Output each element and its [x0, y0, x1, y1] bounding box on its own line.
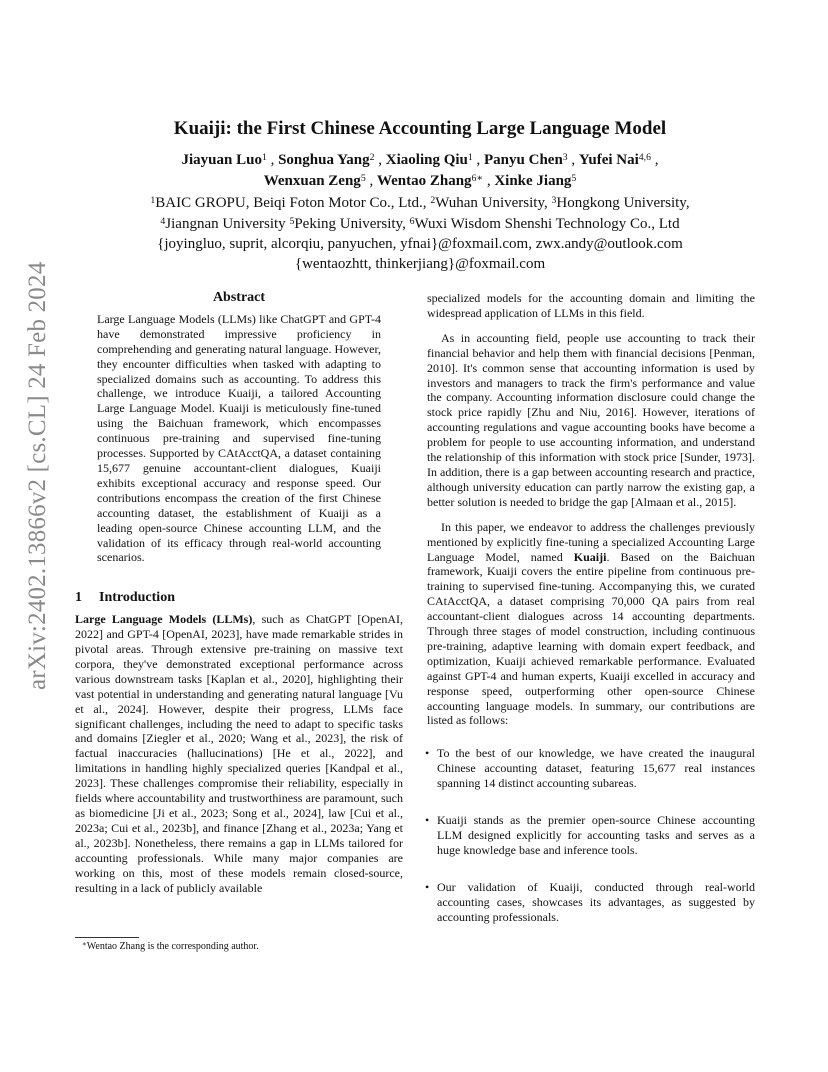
author-affil-mark: 1	[467, 151, 473, 163]
intro-paragraph: As in accounting field, people use accounting to track their financial behavior and help them with financial decisions [Penman, 2010]. It's common sense that accounting information is used by investors and managers to track the firm's performance and value the company. Accounting information disclosure could change the stock price rapidly [Zhu and Niu, 2016]. However, iterations of accounting regulations and vague accounting books have become a problem for people to use accounting information, and understand the relationship of this information with stock price [Sunder, 1973]. In addition, there is a gap between accounting research and practice, although university education can partly narrow the existing gap, a better solution is needed to bridge the gap [Almaan et al., 2015].	[427, 330, 755, 509]
author-name: Songhua Yang	[278, 152, 370, 168]
intro-paragraph	[75, 612, 403, 895]
author-affil-mark: 5	[360, 172, 366, 184]
footnote-divider	[75, 937, 139, 938]
footnote-mark: ∗	[82, 939, 87, 948]
affil-mark: 4	[160, 215, 166, 227]
affil-mark: 5	[289, 215, 295, 227]
email-list	[90, 234, 750, 274]
author-list: Jiayuan Luo$^1$ , Songhua Yang$^2$ , Xiaoling Qiu$^1$ , Panyu Chen$^3$ , Yufei Nai$^{4,6}$ , Wenxuan Zeng$^5$ , Wentao Zhang$^{6∗}$ , Xinke Jiang$^5$	[181, 151, 659, 189]
affiliation: Peking University,	[294, 216, 410, 232]
email-line: {joyingluo, suprit, alcorqiu, panyuchen, yfnai}@foxmail.com, zwx.andy@outlook.com	[157, 236, 683, 252]
left-column	[75, 291, 403, 905]
section-number: 1	[75, 590, 82, 606]
author-affil-mark: 6∗	[471, 172, 484, 184]
right-column	[427, 291, 755, 947]
affiliation: Wuxi Wisdom Shenshi Technology Co., Ltd	[414, 216, 680, 232]
affiliation: Wuhan University,	[435, 195, 552, 211]
arxiv-identifier: arXiv:2402.13866v2 [cs.CL] 24 Feb 2024	[24, 261, 51, 690]
section-heading	[75, 591, 403, 606]
intro-paragraph	[427, 520, 755, 729]
author-affil-mark: 1	[261, 151, 267, 163]
paragraph-text: In this paper, we endeavor to address the challenges previously mentioned by explicitly fine-tuning a specialized Accounting Large Language Model, named	[427, 519, 755, 564]
paragraph-text: , such as ChatGPT [OpenAI, 2022] and GPT-4 [OpenAI, 2023], have made remarkable strides in pivotal areas. Through extensive pre-training on massive text corpora, they've demonstrated exceptional performance across various downstream tasks [Kaplan et al., 2020], highlighting their vast potential in understanding and generating natural language [Vu et al., 2024]. However, despite their progress, LLMs face significant challenges, including the need to adapt to specific tasks and domains [Ziegler et al., 2020; Wang et al., 2023], the risk of factual inaccuracies (hallucinations) [He et al., 2022], and limitations in handling highly specialized queries [Kandpal et al., 2023]. These challenges compromise their reliability, especially in fields where accountability and trustworthiness are paramount, such as biomedicine [Ji et al., 2023; Song et al., 2024], law [Cui et al., 2023a; Cui et al., 2023b], and finance [Zhang et al., 2023a; Yang et al., 2023b]. Nonetheless, there remains a gap in LLMs tailored for accounting professionals. While many major companies are working on this, most of these models remain closed-source, resulting in a lack of publicly available	[75, 612, 403, 895]
list-item	[427, 746, 755, 791]
abstract-heading: Abstract	[212, 290, 266, 305]
author-name: Wentao Zhang	[376, 173, 472, 189]
list-item-text: Our validation of Kuaiji, conducted through real-world accounting cases, showcases its advantages, as suggested by accounting professionals.	[437, 879, 755, 924]
contribution-list	[427, 746, 755, 924]
author-name: Xiaoling Qiu	[385, 152, 468, 168]
list-item-text: Kuaiji stands as the premier open-source Chinese accounting LLM designed explicitly for accounting tasks and serves as a huge knowledge base and inference tools.	[437, 813, 755, 857]
list-item	[427, 813, 755, 858]
affiliation-list	[90, 193, 750, 235]
list-item	[427, 880, 755, 925]
author-affil-mark: 2	[369, 151, 375, 163]
author-name: Xinke Jiang	[494, 173, 572, 189]
email-line: {wentaozhtt, thinkerjiang}@foxmail.com	[294, 256, 546, 272]
bullet-icon: •	[425, 746, 430, 761]
author-name: Jiayuan Luo	[181, 152, 262, 168]
affil-mark: 6	[409, 215, 415, 227]
footnote	[82, 941, 259, 953]
list-item-text: To the best of our knowledge, we have created the inaugural Chinese accounting dataset, featuring 15,677 real instances spanning 14 distinct accounting subareas.	[437, 746, 755, 791]
bullet-icon: •	[425, 879, 430, 894]
author-name: Panyu Chen	[484, 152, 563, 168]
lead-term: Large Language Models (LLMs)	[75, 612, 253, 627]
affil-mark: 2	[430, 194, 436, 206]
footnote-text: Wentao Zhang is the corresponding author.	[86, 941, 259, 952]
author-affil-mark: 5	[571, 172, 577, 184]
paragraph-text: . Based on the Baichuan framework, Kuaiji covers the entire pipeline from continuous pre-training to supervised fine-tuning. Accompanying this, we curated CAtAcctQA, a dataset comprising 70,000 QA pairs from real accountant-client dialogues across 14 accounting departments. Through three stages of model construction, including continuous pre-training, adaptive learning with domain expert feedback, and optimization, Kuaiji achieved remarkable performance. Evaluated against GPT-4 and human experts, Kuaiji excelled in accuracy and response speed, outperforming other open-source Chinese accounting language models. In summary, our contributions are listed as follows:	[427, 549, 755, 728]
paper-title: Kuaiji: the First Chinese Accounting Large Language Model	[173, 118, 667, 139]
intro-paragraph-continued: specialized models for the accounting domain and limiting the widespread application of LLMs in this field.	[427, 291, 755, 320]
author-affil-mark: 3	[562, 151, 568, 163]
affil-mark: 3	[551, 194, 557, 206]
author-name: Yufei Nai	[578, 152, 639, 168]
bullet-icon: •	[425, 813, 430, 828]
affil-mark: 1	[150, 194, 156, 206]
author-affil-mark: 4,6	[638, 151, 651, 163]
affiliation: BAIC GROPU, Beiqi Foton Motor Co., Ltd.,	[155, 195, 431, 211]
affiliation: Jiangnan University	[165, 216, 290, 232]
affiliation: Hongkong University,	[556, 195, 690, 211]
model-name: Kuaiji	[573, 549, 607, 564]
author-name: Wenxuan Zeng	[263, 173, 361, 189]
section-title: Introduction	[99, 590, 175, 606]
abstract-text: Large Language Models (LLMs) like ChatGPT and GPT-4 have demonstrated impressive proficiency in comprehending and generating natural language. However, they encounter difficulties when tasked with adapting to specialized domains such as accounting. To address this challenge, we introduce Kuaiji, a tailored Accounting Large Language Model. Kuaiji is meticulously fine-tuned using the Baichuan framework, which encompasses continuous pre-training and supervised fine-tuning processes. Supported by CAtAcctQA, a dataset containing 15,677 genuine accountant-client dialogues, Kuaiji exhibits exceptional accuracy and response speed. Our contributions encompass the creation of the first Chinese accounting dataset, the establishment of Kuaiji as a leading open-source Chinese accounting LLM, and the validation of its efficacy through real-world accounting scenarios.	[97, 311, 381, 565]
